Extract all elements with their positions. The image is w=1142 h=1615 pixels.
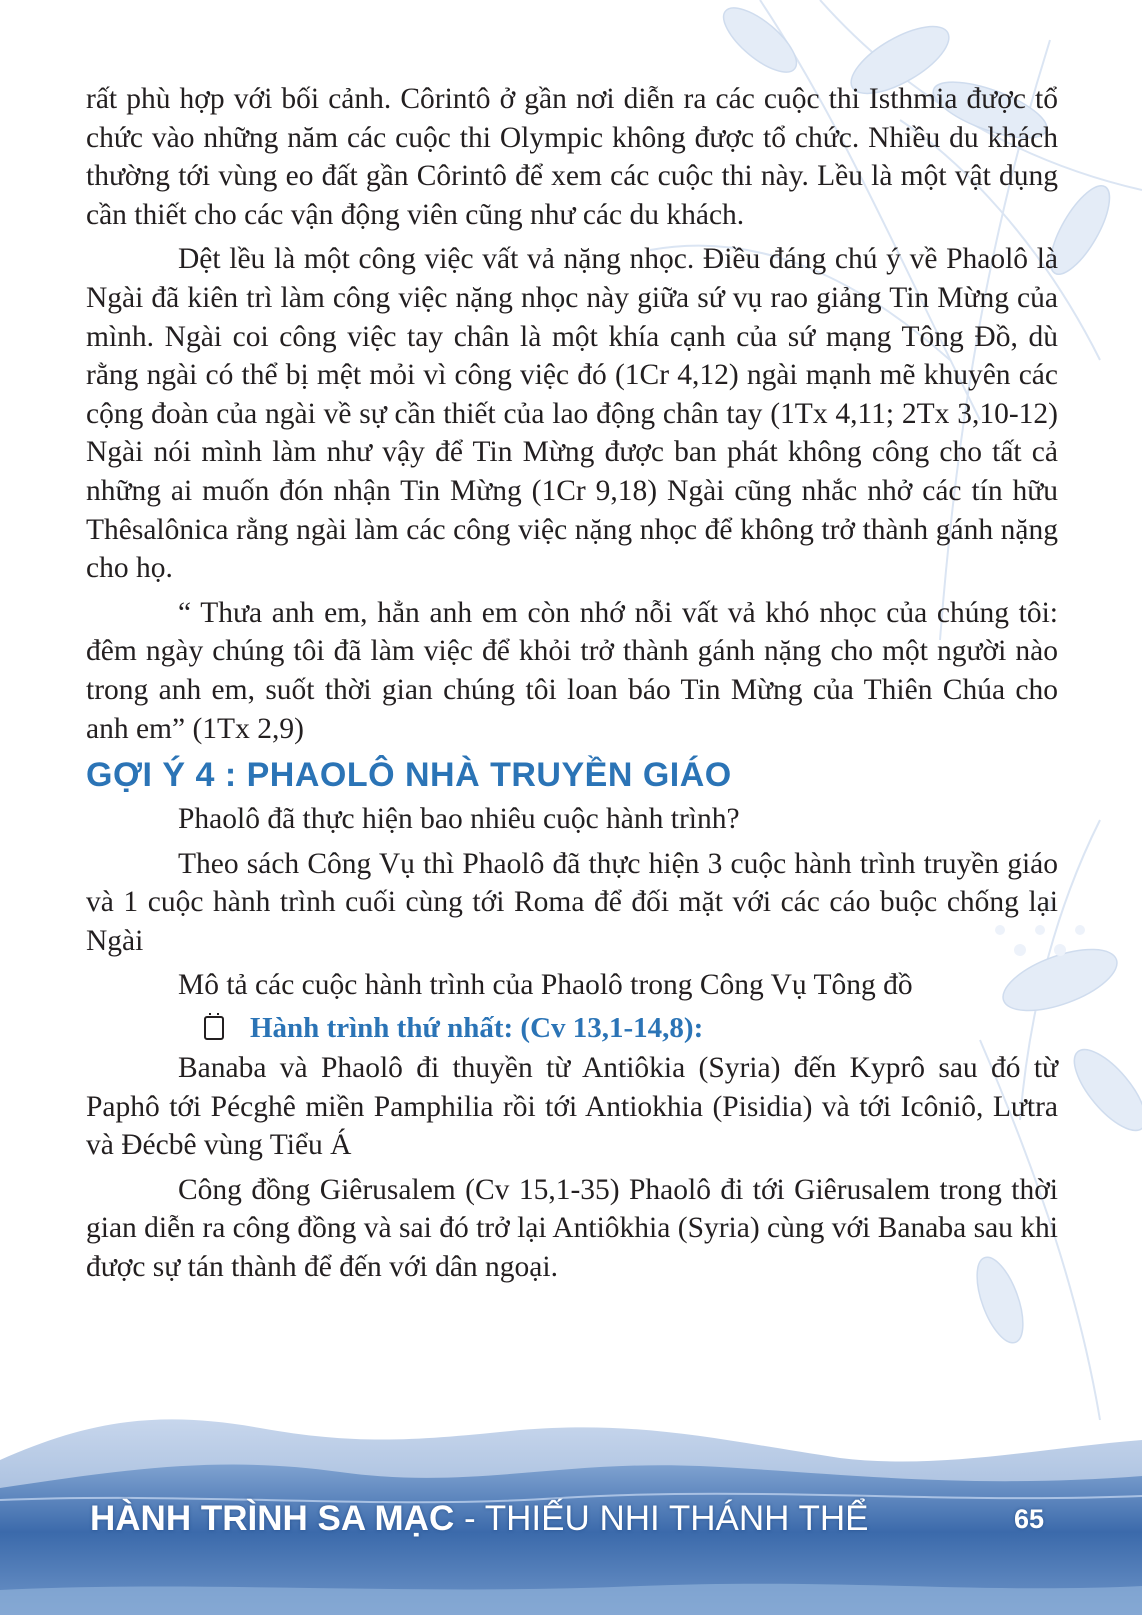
footer-title-regular: THIẾU NHI THÁNH THỂ (484, 1499, 869, 1538)
question-paragraph: Phaolô đã thực hiện bao nhiêu cuộc hành trình? (178, 803, 740, 836)
body-paragraph: Dệt lều là một công việc vất vả nặng nhọc. Điều đáng chú ý về Phaolô là Ngài đã kiên trì làm công việc nặng nhọc này giữa sứ vụ rao giảng Tin Mừng của mình. Ngài coi công việc tay chân là một khía cạnh của sứ mạng Tông Đồ, dù rằng ngài có thể bị mệt mỏi vì công việc đó (1Cr 4,12) ngài mạnh mẽ khuyên các cộng đoàn của ngài về sự cần thiết của lao động chân tay (1Tx 4,11; 2Tx 3,10-12) Ngài nói mình làm như vậy để Tin Mừng được ban phát không công cho tất cả những ai muốn đón nhận Tin Mừng (1Cr 9,18) Ngài cũng nhắc nhở các tín hữu Thêsalônica rằng ngài làm các công việc nặng nhọc để không trở thành gánh nặng cho họ. (86, 243, 1058, 585)
body-paragraph: Theo sách Công Vụ thì Phaolô đã thực hiện 3 cuộc hành trình truyền giáo và 1 cuộc hành trình cuối cùng tới Roma để đối mặt với các cáo buộc chống lại Ngài (86, 847, 1058, 957)
footer-separator: - (454, 1499, 485, 1538)
footer-title (90, 1497, 868, 1541)
body-paragraph: rất phù hợp với bối cảnh. Côrintô ở gần nơi diễn ra các cuộc thi Isthmia được tổ chức vào những năm các cuộc thi Olympic không được tổ chức. Nhiều du khách thường tới vùng eo đất gần Côrintô để xem các cuộc thi này. Lều là một vật dụng cần thiết cho các vận động viên cũng như các du khách. (86, 83, 1058, 231)
body-paragraph: Mô tả các cuộc hành trình của Phaolô trong Công Vụ Tông đồ (178, 969, 913, 1002)
page-content (86, 80, 1058, 1287)
quote-paragraph: “ Thưa anh em, hẳn anh em còn nhớ nỗi vất vả khó nhọc của chúng tôi: đêm ngày chúng tôi đã làm việc để khỏi trở thành gánh nặng cho một người nào trong anh em, suốt thời gian chúng tôi loan báo Tin Mừng của Thiên Chúa cho anh em” (1Tx 2,9) (86, 596, 1058, 745)
footer-title-bold: HÀNH TRÌNH SA MẠC (90, 1499, 455, 1538)
journey-title: Hành trình thứ nhất: (Cv 13,1-14,8): (250, 1012, 704, 1045)
body-paragraph: Công đồng Giêrusalem (Cv 15,1-35) Phaolô đi tới Giêrusalem trong thời gian diễn ra công đồng và sai đó trở lại Antiôkhia (Syria) cùng với Banaba sau khi được sự tán thành để đến với dân ngoại. (86, 1173, 1058, 1284)
notepad-icon (204, 1016, 224, 1040)
journey-subheading (204, 1009, 1058, 1047)
page-number: 65 (1014, 1504, 1045, 1534)
body-paragraph: Banaba và Phaolô đi thuyền từ Antiôkia (Syria) đến Kyprô sau đó từ Paphô tới Pécghê miền Pamphilia rồi tới Antiokhia (Pisidia) và tới Icôniô, Lưtra và Đécbê vùng Tiểu Á (86, 1052, 1058, 1162)
section-heading: GỢI Ý 4 : PHAOLÔ NHÀ TRUYỀN GIÁO (86, 756, 732, 795)
